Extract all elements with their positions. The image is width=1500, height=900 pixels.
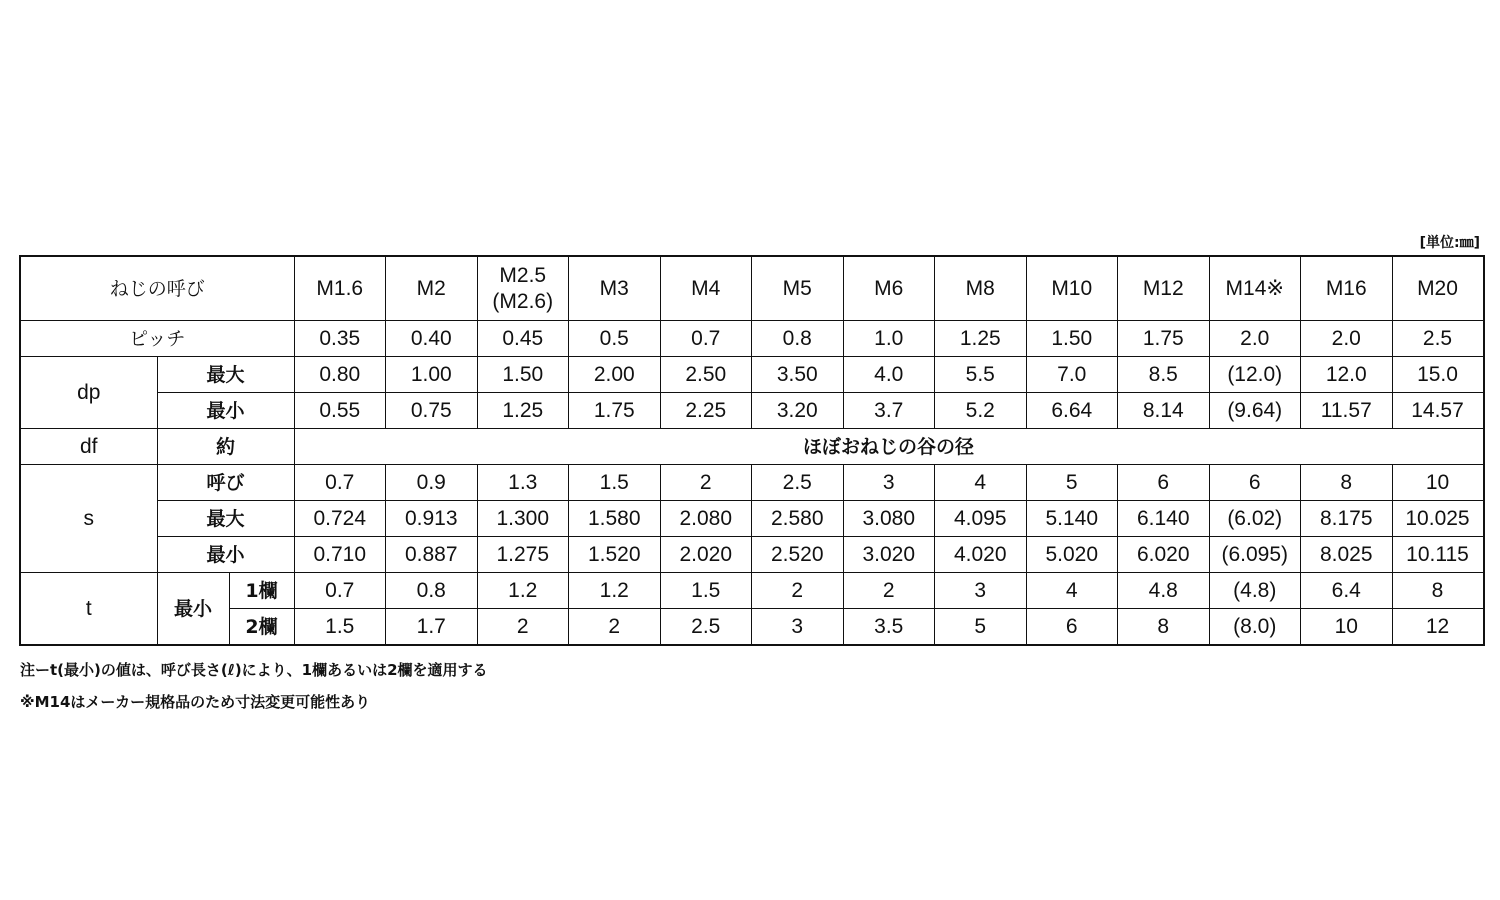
s-max-cell: 2.580	[752, 501, 844, 537]
dp-max-row	[20, 357, 1484, 393]
pitch-row	[20, 321, 1484, 357]
s-nominal-cell: 6	[1118, 465, 1210, 501]
s-label: s	[20, 465, 157, 573]
pitch-cell: 1.0	[843, 321, 935, 357]
s-max-cell: 1.300	[477, 501, 569, 537]
s-min-label: 最小	[157, 537, 294, 573]
s-max-cell: 0.724	[294, 501, 386, 537]
s-max-row	[20, 501, 1484, 537]
t-col1-cell: 2	[752, 573, 844, 609]
dp-min-cell: 2.25	[660, 393, 752, 429]
t-label: t	[20, 573, 157, 646]
screw-spec-table	[19, 255, 1485, 646]
s-nominal-label: 呼び	[157, 465, 294, 501]
s-max-cell: 1.580	[569, 501, 661, 537]
t-col1-cell: 1.5	[660, 573, 752, 609]
s-max-cell: 3.080	[843, 501, 935, 537]
s-min-cell: 2.020	[660, 537, 752, 573]
unit-label: [単位:㎜]	[1419, 235, 1480, 251]
pitch-cell: 2.5	[1392, 321, 1484, 357]
dp-min-row	[20, 393, 1484, 429]
pitch-cell: 0.35	[294, 321, 386, 357]
t-col1-cell: 1.2	[569, 573, 661, 609]
dp-min-cell: 8.14	[1118, 393, 1210, 429]
pitch-cell: 2.0	[1301, 321, 1393, 357]
dp-max-cell: 0.80	[294, 357, 386, 393]
dp-min-cell: 1.25	[477, 393, 569, 429]
t-col2-cell: 12	[1392, 609, 1484, 646]
t-col1-cell: 6.4	[1301, 573, 1393, 609]
df-sub-label: 約	[157, 429, 294, 465]
dp-max-cell: 1.00	[386, 357, 478, 393]
dp-label: dp	[20, 357, 157, 429]
size-cell: M1.6	[294, 256, 386, 321]
s-max-cell: (6.02)	[1209, 501, 1301, 537]
t-col1-cell: 0.8	[386, 573, 478, 609]
s-nominal-cell: 8	[1301, 465, 1393, 501]
dp-min-cell: 3.7	[843, 393, 935, 429]
s-nominal-cell: 3	[843, 465, 935, 501]
t-col2-cell: 2.5	[660, 609, 752, 646]
pitch-cell: 1.75	[1118, 321, 1210, 357]
t-col1-cell: 0.7	[294, 573, 386, 609]
size-cell: M8	[935, 256, 1027, 321]
df-label: df	[20, 429, 157, 465]
df-value: ほぼおねじの谷の径	[294, 429, 1484, 465]
t-col1-label: 1欄	[229, 573, 294, 609]
s-nominal-cell: 0.7	[294, 465, 386, 501]
dp-min-cell: 0.75	[386, 393, 478, 429]
dp-min-label: 最小	[157, 393, 294, 429]
s-nominal-cell: 5	[1026, 465, 1118, 501]
dp-max-cell: 2.00	[569, 357, 661, 393]
dp-max-cell: 7.0	[1026, 357, 1118, 393]
dp-min-cell: 5.2	[935, 393, 1027, 429]
dp-max-cell: 3.50	[752, 357, 844, 393]
size-cell: M10	[1026, 256, 1118, 321]
dp-min-cell: (9.64)	[1209, 393, 1301, 429]
s-nominal-cell: 2	[660, 465, 752, 501]
t-col1-cell: 4.8	[1118, 573, 1210, 609]
s-max-cell: 6.140	[1118, 501, 1210, 537]
s-min-cell: 3.020	[843, 537, 935, 573]
s-min-cell: 0.887	[386, 537, 478, 573]
dp-max-cell: 2.50	[660, 357, 752, 393]
size-cell: M2	[386, 256, 478, 321]
pitch-cell: 0.8	[752, 321, 844, 357]
t-col2-cell: 10	[1301, 609, 1393, 646]
size-header-label: ねじの呼び	[20, 256, 294, 321]
s-min-cell: 8.025	[1301, 537, 1393, 573]
footnote-t-min: 注ーt(最小)の値は、呼び長さ(ℓ)により、1欄あるいは2欄を適用する	[20, 661, 488, 679]
dp-max-cell: 1.50	[477, 357, 569, 393]
dp-max-cell: 15.0	[1392, 357, 1484, 393]
dp-min-cell: 14.57	[1392, 393, 1484, 429]
s-max-cell: 4.095	[935, 501, 1027, 537]
s-nominal-cell: 10	[1392, 465, 1484, 501]
t-col2-label: 2欄	[229, 609, 294, 646]
t-col1-cell: 4	[1026, 573, 1118, 609]
s-min-cell: 5.020	[1026, 537, 1118, 573]
t-col1-cell: 8	[1392, 573, 1484, 609]
df-row	[20, 429, 1484, 465]
size-cell: M12	[1118, 256, 1210, 321]
t-min-label: 最小	[157, 573, 229, 646]
dp-max-cell: 8.5	[1118, 357, 1210, 393]
t-col1-cell: 1.2	[477, 573, 569, 609]
s-nominal-cell: 6	[1209, 465, 1301, 501]
t-col2-cell: 6	[1026, 609, 1118, 646]
t-col2-cell: (8.0)	[1209, 609, 1301, 646]
t-col2-cell: 2	[569, 609, 661, 646]
t-col2-cell: 1.7	[386, 609, 478, 646]
pitch-cell: 0.5	[569, 321, 661, 357]
pitch-cell: 0.45	[477, 321, 569, 357]
s-max-cell: 5.140	[1026, 501, 1118, 537]
t-col1-cell: 3	[935, 573, 1027, 609]
pitch-cell: 2.0	[1209, 321, 1301, 357]
t-col1-cell: 2	[843, 573, 935, 609]
footnote-m14: ※M14はメーカー規格品のため寸法変更可能性あり	[20, 693, 371, 711]
s-nominal-cell: 4	[935, 465, 1027, 501]
s-nominal-row	[20, 465, 1484, 501]
s-min-row	[20, 537, 1484, 573]
dp-min-cell: 0.55	[294, 393, 386, 429]
size-cell: M6	[843, 256, 935, 321]
dp-max-cell: (12.0)	[1209, 357, 1301, 393]
s-max-label: 最大	[157, 501, 294, 537]
pitch-label: ピッチ	[20, 321, 294, 357]
pitch-cell: 0.7	[660, 321, 752, 357]
s-nominal-cell: 0.9	[386, 465, 478, 501]
s-min-cell: 1.275	[477, 537, 569, 573]
s-min-cell: 1.520	[569, 537, 661, 573]
t-col2-cell: 3.5	[843, 609, 935, 646]
t-col2-row	[20, 609, 1484, 646]
t-col1-cell: (4.8)	[1209, 573, 1301, 609]
t-col2-cell: 8	[1118, 609, 1210, 646]
t-col2-cell: 5	[935, 609, 1027, 646]
size-cell: M2.5 (M2.6)	[477, 256, 569, 321]
pitch-cell: 1.25	[935, 321, 1027, 357]
size-header-row	[20, 256, 1484, 321]
s-min-cell: 6.020	[1118, 537, 1210, 573]
size-cell: M5	[752, 256, 844, 321]
s-min-cell: 4.020	[935, 537, 1027, 573]
dp-max-cell: 12.0	[1301, 357, 1393, 393]
s-nominal-cell: 2.5	[752, 465, 844, 501]
s-max-cell: 10.025	[1392, 501, 1484, 537]
size-cell: M20	[1392, 256, 1484, 321]
s-nominal-cell: 1.5	[569, 465, 661, 501]
dp-min-cell: 3.20	[752, 393, 844, 429]
pitch-cell: 0.40	[386, 321, 478, 357]
size-cell: M16	[1301, 256, 1393, 321]
size-cell: M4	[660, 256, 752, 321]
s-min-cell: 10.115	[1392, 537, 1484, 573]
t-col2-cell: 2	[477, 609, 569, 646]
size-cell: M3	[569, 256, 661, 321]
s-nominal-cell: 1.3	[477, 465, 569, 501]
s-max-cell: 2.080	[660, 501, 752, 537]
dp-max-label: 最大	[157, 357, 294, 393]
dp-max-cell: 5.5	[935, 357, 1027, 393]
s-max-cell: 0.913	[386, 501, 478, 537]
s-max-cell: 8.175	[1301, 501, 1393, 537]
t-col1-row	[20, 573, 1484, 609]
dp-min-cell: 6.64	[1026, 393, 1118, 429]
t-col2-cell: 3	[752, 609, 844, 646]
size-cell: M14※	[1209, 256, 1301, 321]
dp-max-cell: 4.0	[843, 357, 935, 393]
s-min-cell: (6.095)	[1209, 537, 1301, 573]
dp-min-cell: 1.75	[569, 393, 661, 429]
pitch-cell: 1.50	[1026, 321, 1118, 357]
s-min-cell: 2.520	[752, 537, 844, 573]
t-col2-cell: 1.5	[294, 609, 386, 646]
dp-min-cell: 11.57	[1301, 393, 1393, 429]
s-min-cell: 0.710	[294, 537, 386, 573]
